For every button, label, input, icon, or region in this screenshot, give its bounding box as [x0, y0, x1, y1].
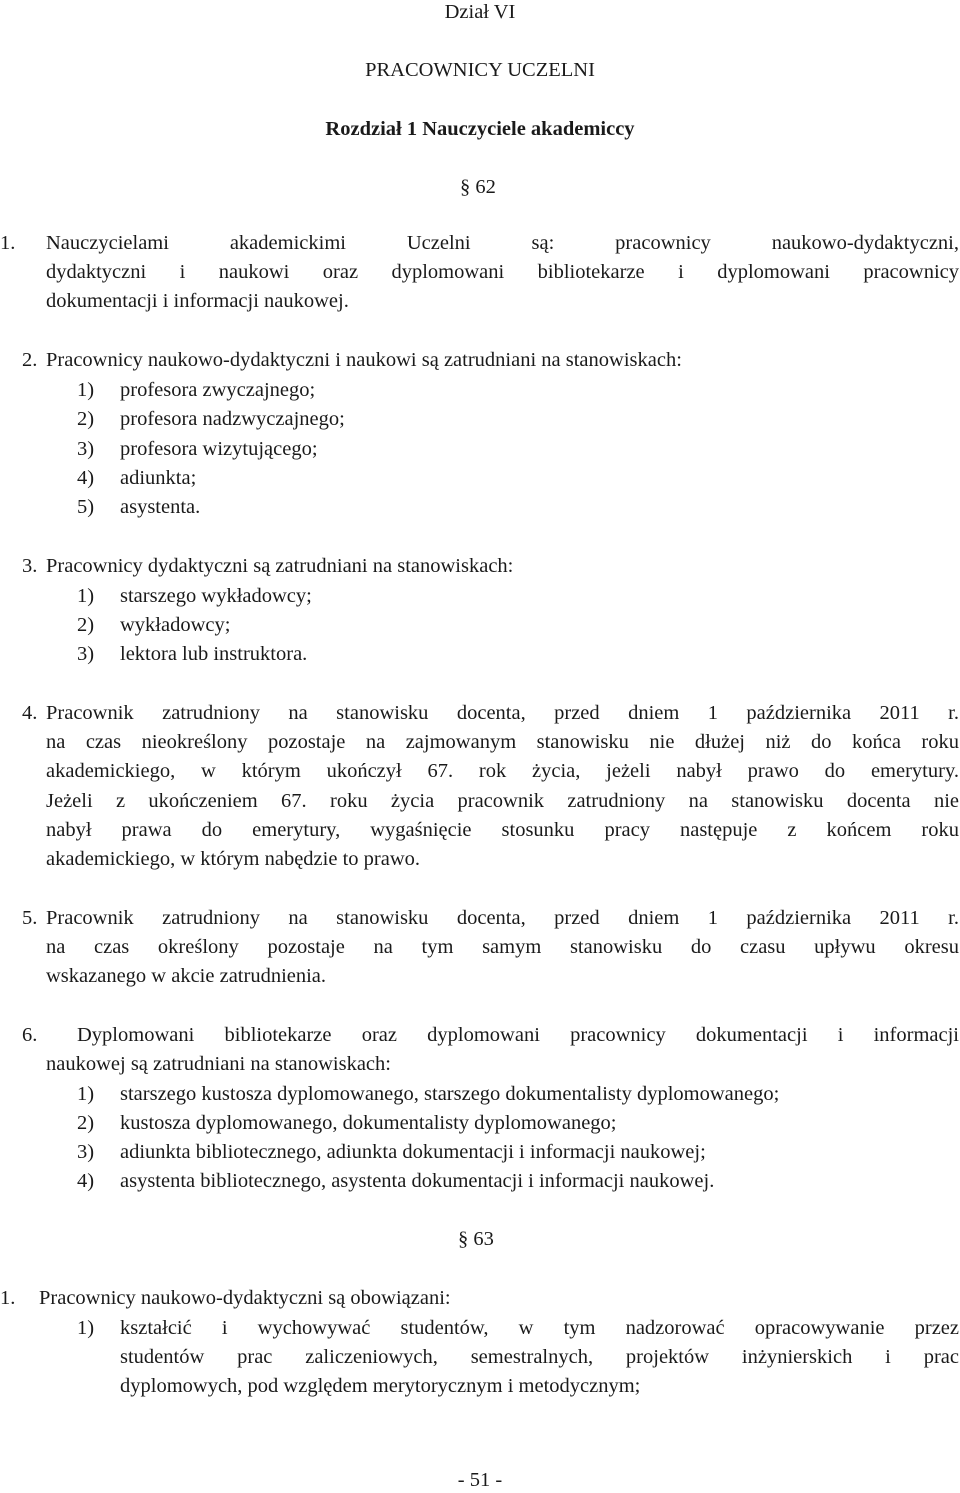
- paragraph-number: 1.: [0, 232, 16, 254]
- paragraph-line: nabył prawa do emerytury, wygaśnięcie stosunku pracy następuje z końcem roku: [46, 819, 959, 841]
- list-item-number: 2): [77, 408, 95, 430]
- paragraph-number: 2.: [22, 349, 38, 371]
- list-item-number: 3): [77, 643, 95, 665]
- list-item-number: 3): [77, 438, 95, 460]
- paragraph-line: akademickiego, w którym ukończył 67. rok życia, jeżeli nabył prawo do emerytury.: [46, 760, 959, 782]
- list-item: lektora lub instruktora.: [120, 643, 308, 665]
- list-item: kustosza dyplomowanego, dokumentalisty dyplomowanego;: [120, 1112, 617, 1134]
- paragraph-number: 6.: [22, 1024, 38, 1046]
- list-item-number: 2): [77, 1112, 95, 1134]
- list-item-number: 3): [77, 1141, 95, 1163]
- list-item-number: 1): [77, 585, 95, 607]
- section-62-heading: § 62: [460, 176, 496, 198]
- paragraph-line: Pracownik zatrudniony na stanowisku docenta, przed dniem 1 października 2011 r.: [46, 907, 959, 929]
- paragraph-line: na czas nieokreślony pozostaje na zajmowanym stanowisku nie dłużej niż do końca roku: [46, 731, 959, 753]
- paragraph-number: 5.: [22, 907, 38, 929]
- paragraph-number: 3.: [22, 555, 38, 577]
- list-item: wykładowcy;: [120, 614, 231, 636]
- list-item: starszego wykładowcy;: [120, 585, 312, 607]
- paragraph-line: Dyplomowani bibliotekarze oraz dyplomowani pracownicy dokumentacji i informacji: [77, 1024, 959, 1046]
- list-item: profesora nadzwyczajnego;: [120, 408, 345, 430]
- list-item: asystenta.: [120, 496, 201, 518]
- division-title: PRACOWNICY UCZELNI: [365, 59, 595, 81]
- chapter-heading: Rozdział 1 Nauczyciele akademiccy: [325, 118, 635, 140]
- list-item-number: 1): [77, 1317, 95, 1339]
- list-item: starszego kustosza dyplomowanego, starszego dokumentalisty dyplomowanego;: [120, 1083, 780, 1105]
- list-item-number: 4): [77, 1170, 95, 1192]
- list-item-number: 2): [77, 614, 95, 636]
- list-item-line: dyplomowych, pod względem merytorycznym i metodycznym;: [120, 1375, 641, 1397]
- paragraph-line: na czas określony pozostaje na tym samym stanowisku do czasu upływu okresu: [46, 936, 959, 958]
- list-item: adiunkta;: [120, 467, 197, 489]
- list-item-number: 5): [77, 496, 95, 518]
- paragraph-line: Pracownicy naukowo-dydaktyczni są obowiązani:: [39, 1287, 451, 1309]
- page-number: - 51 -: [457, 1469, 503, 1491]
- paragraph-number: 1.: [0, 1287, 16, 1309]
- paragraph-line: dokumentacji i informacji naukowej.: [46, 290, 349, 312]
- list-item-number: 4): [77, 467, 95, 489]
- list-item: asystenta bibliotecznego, asystenta dokumentacji i informacji naukowej.: [120, 1170, 715, 1192]
- paragraph-line: Jeżeli z ukończeniem 67. roku życia pracownik zatrudniony na stanowisku docenta nie: [46, 790, 959, 812]
- list-item-number: 1): [77, 1083, 95, 1105]
- paragraph-line: Nauczycielami akademickimi Uczelni są: pracownicy naukowo-dydaktyczni,: [46, 232, 959, 254]
- section-63-heading: § 63: [458, 1228, 494, 1250]
- list-item: adiunkta bibliotecznego, adiunkta dokumentacji i informacji naukowej;: [120, 1141, 706, 1163]
- list-item-line: studentów prac zaliczeniowych, semestralnych, projektów inżynierskich i prac: [120, 1346, 959, 1368]
- list-item-number: 1): [77, 379, 95, 401]
- paragraph-line: Pracownicy naukowo-dydaktyczni i naukowi są zatrudniani na stanowiskach:: [46, 349, 682, 371]
- paragraph-line: Pracownicy dydaktyczni są zatrudniani na stanowiskach:: [46, 555, 514, 577]
- division-heading: Dział VI: [444, 1, 516, 23]
- paragraph-line: dydaktyczni i naukowi oraz dyplomowani bibliotekarze i dyplomowani pracownicy: [46, 261, 959, 283]
- paragraph-line: wskazanego w akcie zatrudnienia.: [46, 965, 327, 987]
- list-item: profesora wizytującego;: [120, 438, 318, 460]
- list-item-line: kształcić i wychowywać studentów, w tym nadzorować opracowywanie przez: [120, 1317, 959, 1339]
- paragraph-line: naukowej są zatrudniani na stanowiskach:: [46, 1053, 391, 1075]
- paragraph-line: akademickiego, w którym nabędzie to prawo.: [46, 848, 420, 870]
- paragraph-line: Pracownik zatrudniony na stanowisku docenta, przed dniem 1 października 2011 r.: [46, 702, 959, 724]
- paragraph-number: 4.: [22, 702, 38, 724]
- list-item: profesora zwyczajnego;: [120, 379, 316, 401]
